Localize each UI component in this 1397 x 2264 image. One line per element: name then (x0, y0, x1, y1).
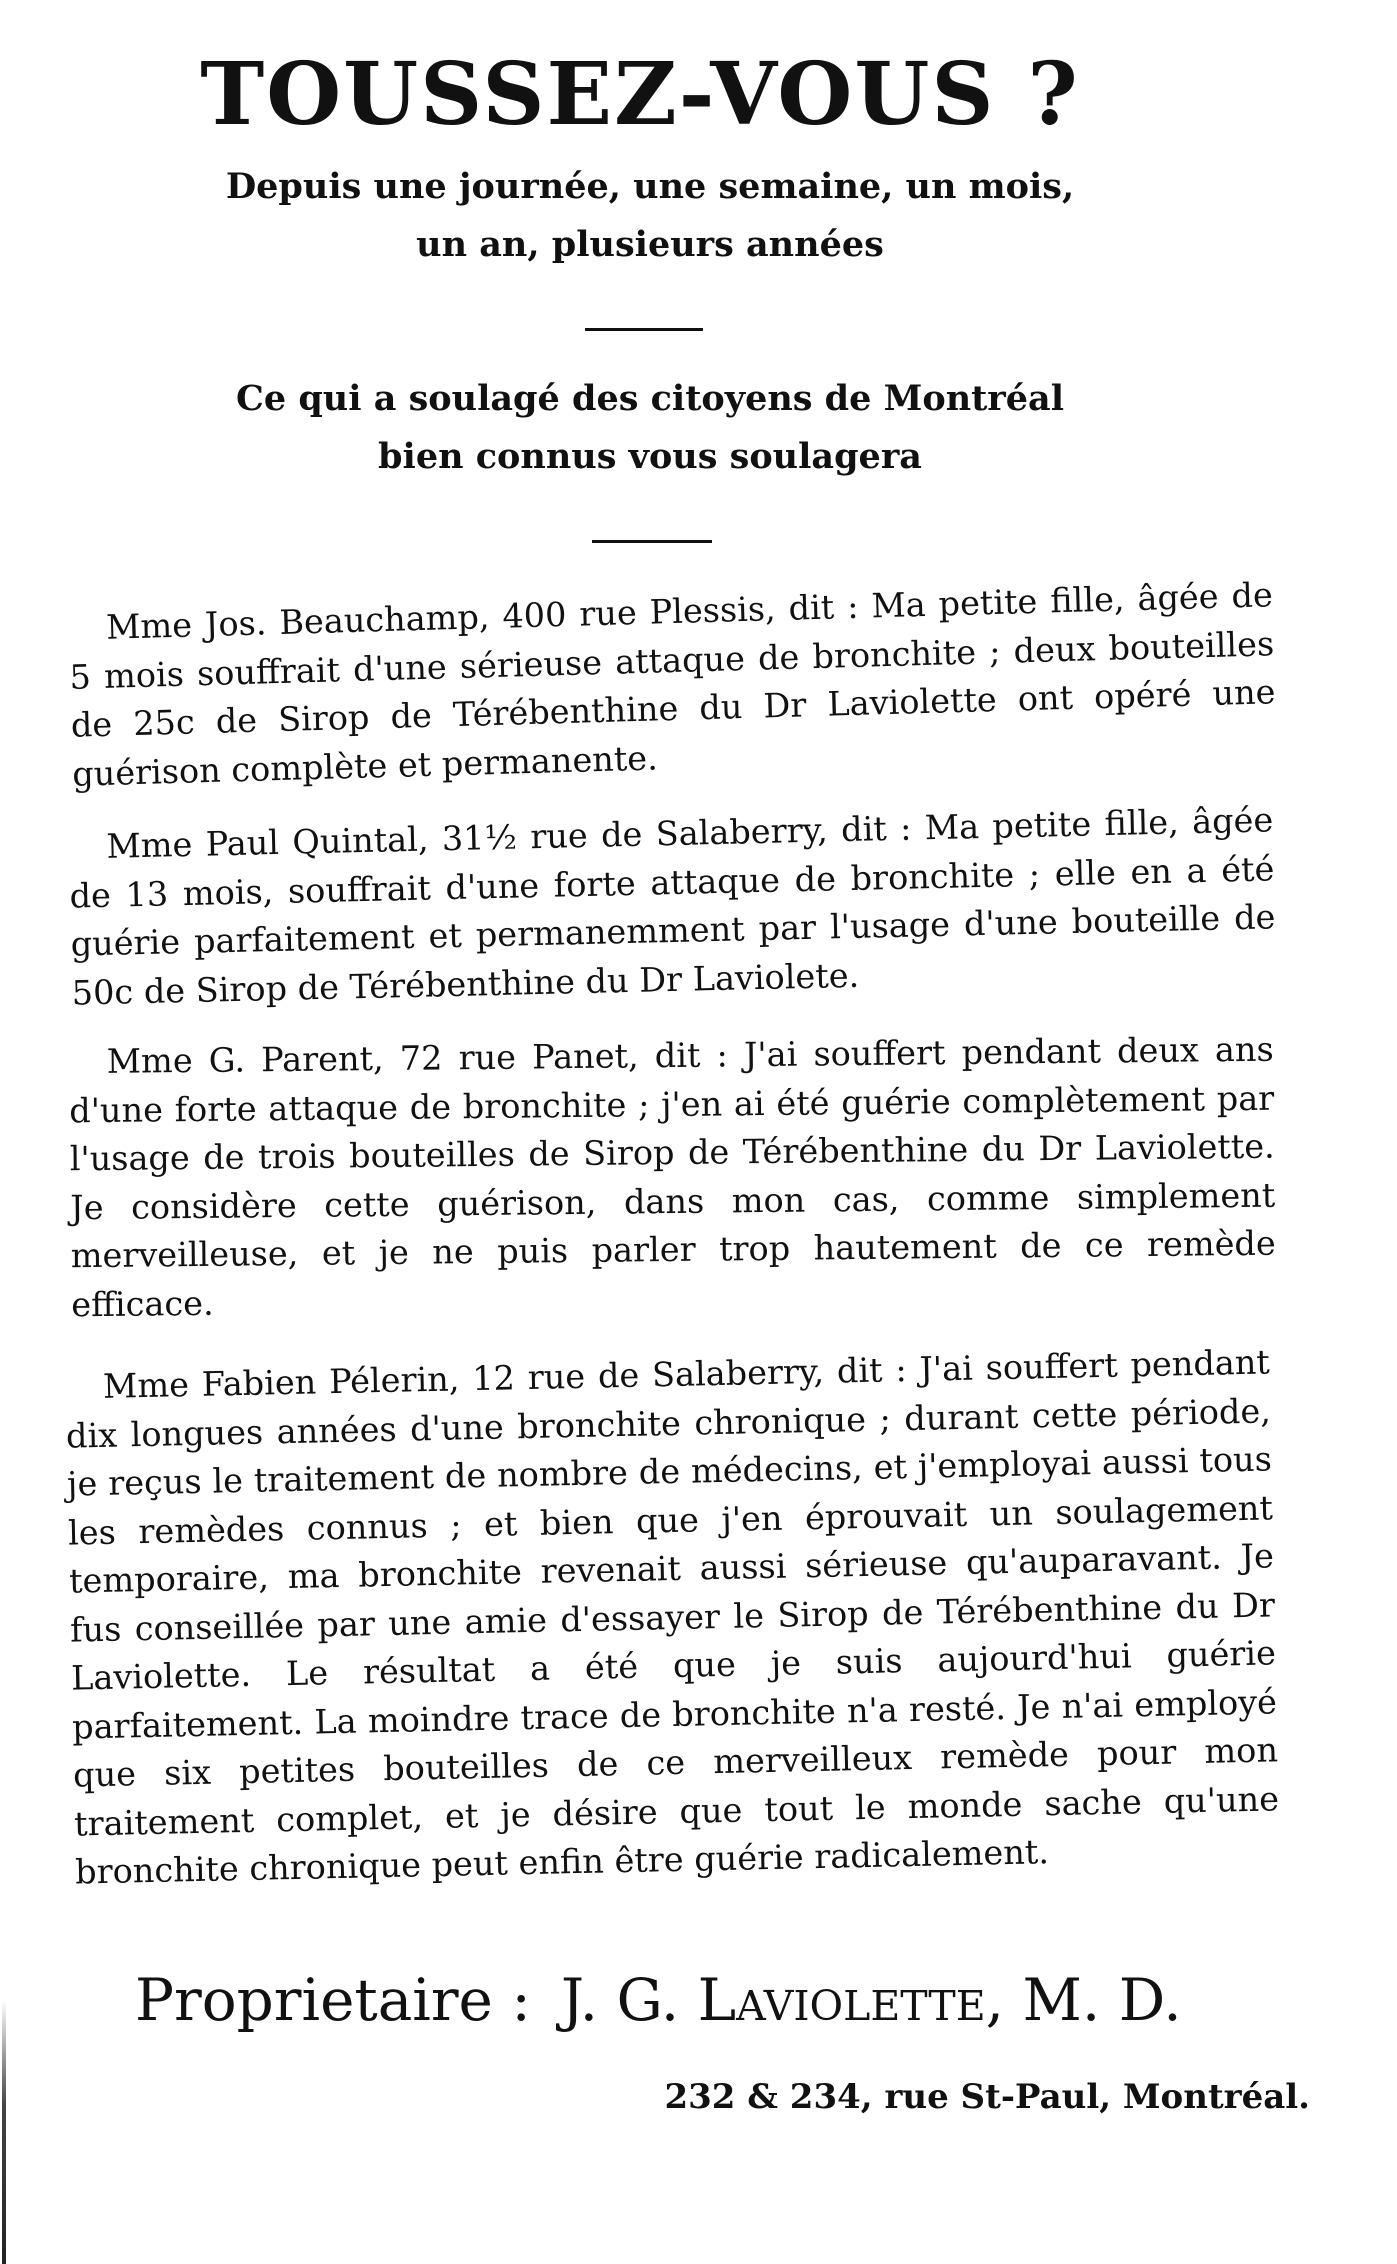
scan-edge-mark (2, 2000, 6, 2264)
proprietor-label: Proprietaire : (135, 1966, 531, 2034)
proprietor-name: J. G. Laviolette, M. D. (560, 1966, 1182, 2034)
divider-rule (585, 328, 703, 331)
testimonial-pelerin: Mme Fabien Pélerin, 12 rue de Salaberry, dit : J'ai souffert pendant dix longues années d'une bronchite chronique ; durant cette période, je reçus le traitement de nombre de médecins, et j'employai aussi tous les remèdes connus ; et bien que j'en éprouvait un soulagement temporaire, ma bronchite revenait aussi sérieuse qu'auparavant. Je fus conseillée par une amie d'essayer le Sirop de Térébenthine du Dr Laviolette. Le résultat a été que je suis aujourd'hui guérie parfaitement. La moindre trace de bronchite n'a resté. Je n'ai employé que six petites bouteilles de ce merveilleux remède pour mon traitement complet, et je désire que tout le monde sache qu'une bronchite chronique peut enfin être guérie radicalement. (65, 1342, 1280, 1892)
testimonials (65, 575, 1280, 1913)
proprietor-address: 232 & 234, rue St-Paul, Montréal. (664, 2077, 1310, 2117)
page-title: TOUSSEZ-VOUS ? (200, 44, 1080, 145)
subheading-duration (130, 158, 1170, 274)
subheading-line: Ce qui a soulagé des citoyens de Montréal (236, 378, 1064, 419)
testimonial-beauchamp: Mme Jos. Beauchamp, 400 rue Plessis, dit : Ma petite fille, âgée de 5 mois souffrait d'une sérieuse attaque de bronchite ; deux bouteilles de 25c de Sirop de Térébenthine du Dr Laviolette ont opéré une guérison complète et permanente. (68, 575, 1276, 794)
testimonial-quintal: Mme Paul Quintal, 31½ rue de Salaberry, dit : Ma petite fille, âgée de 13 mois, souffrait d'une forte attaque de bronchite ; elle en a été guérie parfaitement et permanemment par l'usage d'une bouteille de 50c de Sirop de Térébenthine du Dr Laviolete. (69, 800, 1276, 1013)
subheading-relief (130, 370, 1170, 486)
proprietor-line (135, 1960, 1255, 2040)
subheading-line: un an, plusieurs années (416, 224, 884, 265)
subheading-line: bien connus vous soulagera (378, 436, 922, 477)
testimonial-parent: Mme G. Parent, 72 rue Panet, dit : J'ai souffert pendant deux ans d'une forte attaque de bronchite ; j'en ai été guérie complètement par l'usage de trois bouteilles de Sirop de Térébenthine du Dr Laviolette. Je considère cette guérison, dans mon cas, comme simplement merveilleuse, et je ne puis parler trop hautement de ce remède efficace. (69, 1029, 1276, 1324)
subheading-line: Depuis une journée, une semaine, un mois, (225, 166, 1075, 207)
divider-rule (592, 540, 712, 543)
